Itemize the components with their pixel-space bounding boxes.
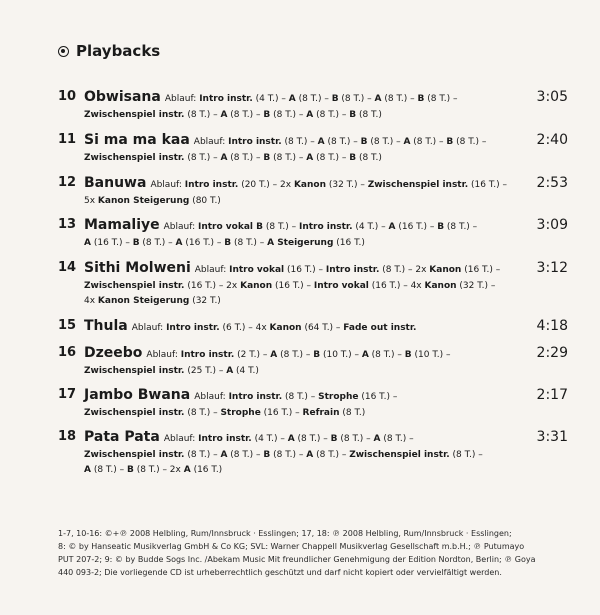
section-heading	[58, 42, 160, 60]
arrangement-line: Banuwa Ablauf: Intro instr. (20 T.) – 2x Kanon (32 T.) – Zwischenspiel instr. (16 T.) –	[84, 175, 508, 191]
track-duration: 2:53	[536, 175, 568, 191]
track-duration: 3:31	[536, 429, 568, 445]
section-title: Playbacks	[76, 42, 161, 60]
track-title: Banuwa	[84, 175, 147, 191]
track-number: 15	[58, 318, 77, 333]
bullet-icon	[58, 46, 69, 57]
track-title: Mamaliye	[84, 217, 160, 233]
arrangement-line: Pata Pata Ablauf: Intro instr. (4 T.) – A (8 T.) – B (8 T.) – A (8 T.) –	[84, 429, 414, 445]
arrangement-line: Jambo Bwana Ablauf: Intro instr. (8 T.) – Strophe (16 T.) –	[84, 387, 398, 403]
track-entry	[58, 131, 568, 166]
track-number: 13	[58, 217, 77, 232]
track-title: Obwisana	[84, 89, 161, 105]
footer-line: 8: © by Hanseatic Musikverlag GmbH & Co KG; SVL: Warner Chappell Musikverlag Gesellschaft m.b.H.; ℗ Putumayo	[58, 542, 525, 551]
track-title: Si ma ma kaa	[84, 132, 190, 148]
arrangement-line: 5x Kanon Steigerung (80 T.)	[84, 196, 221, 206]
track-entry	[58, 259, 568, 309]
track-arrangement	[84, 174, 514, 209]
track-number: 12	[58, 175, 77, 190]
track-entry	[58, 317, 568, 337]
arrangement-line: Thula Ablauf: Intro instr. (6 T.) – 4x Kanon (64 T.) – Fade out instr.	[84, 318, 417, 334]
track-title: Dzeebo	[84, 345, 143, 361]
arrangement-line: Mamaliye Ablauf: Intro vokal B (8 T.) – Intro instr. (4 T.) – A (16 T.) – B (8 T.) –	[84, 217, 478, 233]
track-arrangement	[84, 386, 514, 421]
track-title: Thula	[84, 318, 128, 334]
track-duration: 4:18	[536, 318, 568, 334]
track-number: 14	[58, 260, 77, 275]
track-entry	[58, 386, 568, 421]
track-entry	[58, 344, 568, 379]
arrangement-line: 4x Kanon Steigerung (32 T.)	[84, 296, 221, 306]
track-number: 10	[58, 89, 77, 104]
track-arrangement	[84, 216, 514, 251]
track-duration: 2:29	[536, 345, 568, 361]
arrangement-line: A (16 T.) – B (8 T.) – A (16 T.) – B (8 T.) – A Steigerung (16 T.)	[84, 238, 365, 248]
footer-line: PUT 207-2; 9: © by Budde Sogs Inc. /Abekam Music Mit freundlicher Genehmigung der Edition Nordton, Berlin; ℗ Goya	[58, 555, 536, 564]
arrangement-line: Zwischenspiel instr. (8 T.) – A (8 T.) – B (8 T.) – A (8 T.) – Zwischenspiel instr. (8 T.) –	[84, 450, 483, 460]
track-entry	[58, 174, 568, 209]
arrangement-line: Zwischenspiel instr. (8 T.) – A (8 T.) – B (8 T.) – A (8 T.) – B (8 T.)	[84, 110, 382, 120]
arrangement-line: Dzeebo Ablauf: Intro instr. (2 T.) – A (8 T.) – B (10 T.) – A (8 T.) – B (10 T.) –	[84, 345, 451, 361]
arrangement-line: Si ma ma kaa Ablauf: Intro instr. (8 T.) – A (8 T.) – B (8 T.) – A (8 T.) – B (8 T.) –	[84, 132, 487, 148]
arrangement-line: Zwischenspiel instr. (8 T.) – Strophe (16 T.) – Refrain (8 T.)	[84, 408, 366, 418]
copyright-footer	[58, 527, 570, 579]
track-entry	[58, 428, 568, 478]
track-duration: 2:40	[536, 132, 568, 148]
track-number: 18	[58, 429, 77, 444]
track-number: 16	[58, 345, 77, 360]
track-number: 17	[58, 387, 77, 402]
arrangement-line: Obwisana Ablauf: Intro instr. (4 T.) – A (8 T.) – B (8 T.) – A (8 T.) – B (8 T.) –	[84, 89, 458, 105]
arrangement-line: A (8 T.) – B (8 T.) – 2x A (16 T.)	[84, 465, 223, 475]
track-title: Pata Pata	[84, 429, 160, 445]
track-entry	[58, 88, 568, 123]
arrangement-line: Zwischenspiel instr. (25 T.) – A (4 T.)	[84, 366, 259, 376]
track-arrangement	[84, 88, 514, 123]
footer-line: 440 093-2; Die vorliegende CD ist urheberrechtlich geschützt und darf nicht kopiert oder vervielfältigt werden.	[58, 568, 502, 577]
arrangement-line: Sithi Molweni Ablauf: Intro vokal (16 T.) – Intro instr. (8 T.) – 2x Kanon (16 T.) –	[84, 260, 501, 276]
track-duration: 3:05	[536, 89, 568, 105]
track-title: Sithi Molweni	[84, 260, 191, 276]
track-arrangement	[84, 131, 514, 166]
track-duration: 3:09	[536, 217, 568, 233]
arrangement-line: Zwischenspiel instr. (16 T.) – 2x Kanon (16 T.) – Intro vokal (16 T.) – 4x Kanon (32 T.) –	[84, 281, 496, 291]
track-arrangement	[84, 428, 514, 478]
track-arrangement	[84, 317, 514, 337]
arrangement-line: Zwischenspiel instr. (8 T.) – A (8 T.) – B (8 T.) – A (8 T.) – B (8 T.)	[84, 153, 382, 163]
footer-line: 1-7, 10-16: ©+℗ 2008 Helbling, Rum/Innsbruck · Esslingen; 17, 18: ℗ 2008 Helbling, Rum/Innsbruck · Esslingen;	[58, 529, 512, 538]
track-number: 11	[58, 132, 77, 147]
track-entry	[58, 216, 568, 251]
track-duration: 3:12	[536, 260, 568, 276]
track-arrangement	[84, 344, 514, 379]
track-duration: 2:17	[536, 387, 568, 403]
track-arrangement	[84, 259, 514, 309]
track-title: Jambo Bwana	[84, 387, 191, 403]
